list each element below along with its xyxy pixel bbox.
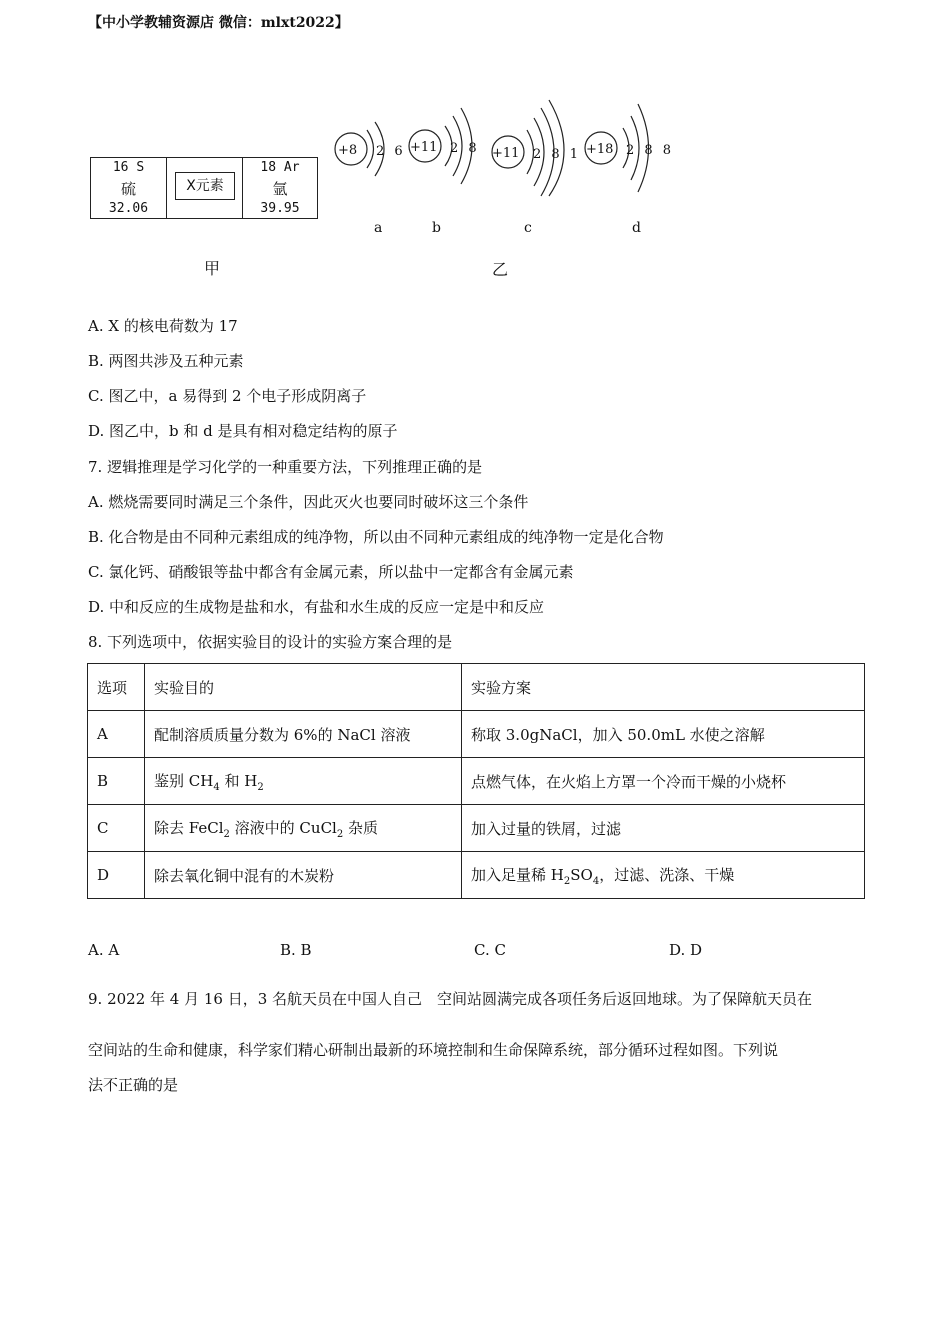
atom-b-nucleus: +11 — [410, 140, 438, 155]
caption-jia: 甲 — [204, 259, 221, 278]
atom-d-letter: d — [632, 220, 641, 236]
atom-d-nucleus: +18 — [586, 142, 614, 157]
argon-name: 氩 — [272, 180, 288, 198]
q7-option-d: D. 中和反应的生成物是盐和水，有盐和水生成的反应一定是中和反应 — [88, 598, 545, 616]
table-row — [88, 852, 865, 899]
page-header: 【中小学教辅资源店 微信：mlxt2022】 — [88, 15, 349, 31]
atom-c-letter: c — [524, 220, 532, 236]
atom-d-shells: 2 8 8 — [626, 143, 675, 158]
q7-stem: 7. 逻辑推理是学习化学的一种重要方法，下列推理正确的是 — [88, 458, 483, 476]
q8-table — [87, 663, 865, 899]
argon-mass: 39.95 — [260, 201, 300, 216]
row-a-option: A — [88, 711, 145, 758]
row-b-plan: 点燃气体，在火焰上方罩一个冷而干燥的小烧杯 — [462, 758, 865, 805]
x-element-label: X元素 — [175, 172, 235, 200]
q6-option-b: B. 两图共涉及五种元素 — [88, 352, 244, 370]
q9-line-1: 9. 2022 年 4 月 16 日，3 名航天员在中国人自己 空间站圆满完成各项任务后返回地球。为了保障航天员在 — [88, 990, 813, 1008]
sulfur-name: 硫 — [120, 180, 136, 198]
header-goal: 实验目的 — [145, 664, 462, 711]
cell-argon — [243, 158, 317, 218]
table-row — [88, 758, 865, 805]
row-c-plan: 加入过量的铁屑，过滤 — [462, 805, 865, 852]
atom-a-shells: 2 6 — [376, 144, 406, 159]
atom-a-letter: a — [374, 220, 383, 236]
caption-yi: 乙 — [492, 260, 509, 279]
table-header-row — [88, 664, 865, 711]
atom-a-nucleus: +8 — [338, 143, 358, 158]
atom-structure-diagrams — [325, 88, 675, 198]
q9-line-2: 空间站的生命和健康，科学家们精心研制出最新的环境控制和生命保障系统，部分循环过程如图。下列说 — [88, 1041, 779, 1059]
q8-option-b: B. B — [280, 941, 312, 959]
row-d-goal: 除去氧化铜中混有的木炭粉 — [145, 852, 462, 899]
row-a-goal: 配制溶质质量分数为 6%的 NaCl 溶液 — [145, 711, 462, 758]
row-a-plan: 称取 3.0gNaCl，加入 50.0mL 水使之溶解 — [462, 711, 865, 758]
q8-option-c: C. C — [474, 941, 506, 959]
header-option: 选项 — [88, 664, 145, 711]
q7-option-a: A. 燃烧需要同时满足三个条件，因此灭火也要同时破坏这三个条件 — [88, 493, 529, 511]
q9-line-3: 法不正确的是 — [88, 1076, 179, 1094]
cell-x-element — [167, 158, 243, 218]
q8-option-a: A. A — [88, 941, 120, 959]
row-b-goal: 鉴别 $CH_4$ 和 $H_2$ — [145, 758, 462, 805]
row-d-option: D — [88, 852, 145, 899]
atom-b-letter: b — [432, 220, 441, 236]
row-b-option: B — [88, 758, 145, 805]
row-d-plan: 加入足量稀 $H_2SO_4$，过滤、洗涤、干燥 — [462, 852, 865, 899]
q7-option-c: C. 氯化钙、硝酸银等盐中都含有金属元素，所以盐中一定都含有金属元素 — [88, 563, 574, 581]
q8-option-d: D. D — [669, 941, 703, 959]
row-c-option: C — [88, 805, 145, 852]
q6-option-a: A. X 的核电荷数为 17 — [88, 317, 238, 335]
q7-option-b: B. 化合物是由不同种元素组成的纯净物，所以由不同种元素组成的纯净物一定是化合物 — [88, 528, 664, 546]
cell-sulfur — [91, 158, 167, 218]
q6-option-c: C. 图乙中，a 易得到 2 个电子形成阴离子 — [88, 387, 367, 405]
atom-b-shells: 2 8 — [450, 141, 480, 156]
sulfur-mass: 32.06 — [108, 201, 149, 216]
table-row — [88, 805, 865, 852]
table-row — [88, 711, 865, 758]
periodic-table-fragment — [90, 157, 318, 219]
q6-option-d: D. 图乙中，b 和 d 是具有相对稳定结构的原子 — [88, 422, 398, 440]
sulfur-number-symbol: 16 S — [112, 160, 145, 175]
row-c-goal: 除去 FeCl$_2$ 溶液中的 CuCl$_2$ 杂质 — [145, 805, 462, 852]
atom-c-nucleus: +11 — [492, 146, 520, 161]
header-plan: 实验方案 — [462, 664, 865, 711]
atom-c-shells: 2 8 1 — [533, 147, 582, 162]
q8-stem: 8. 下列选项中，依据实验目的设计的实验方案合理的是 — [88, 633, 453, 651]
argon-number-symbol: 18 Ar — [260, 160, 300, 175]
